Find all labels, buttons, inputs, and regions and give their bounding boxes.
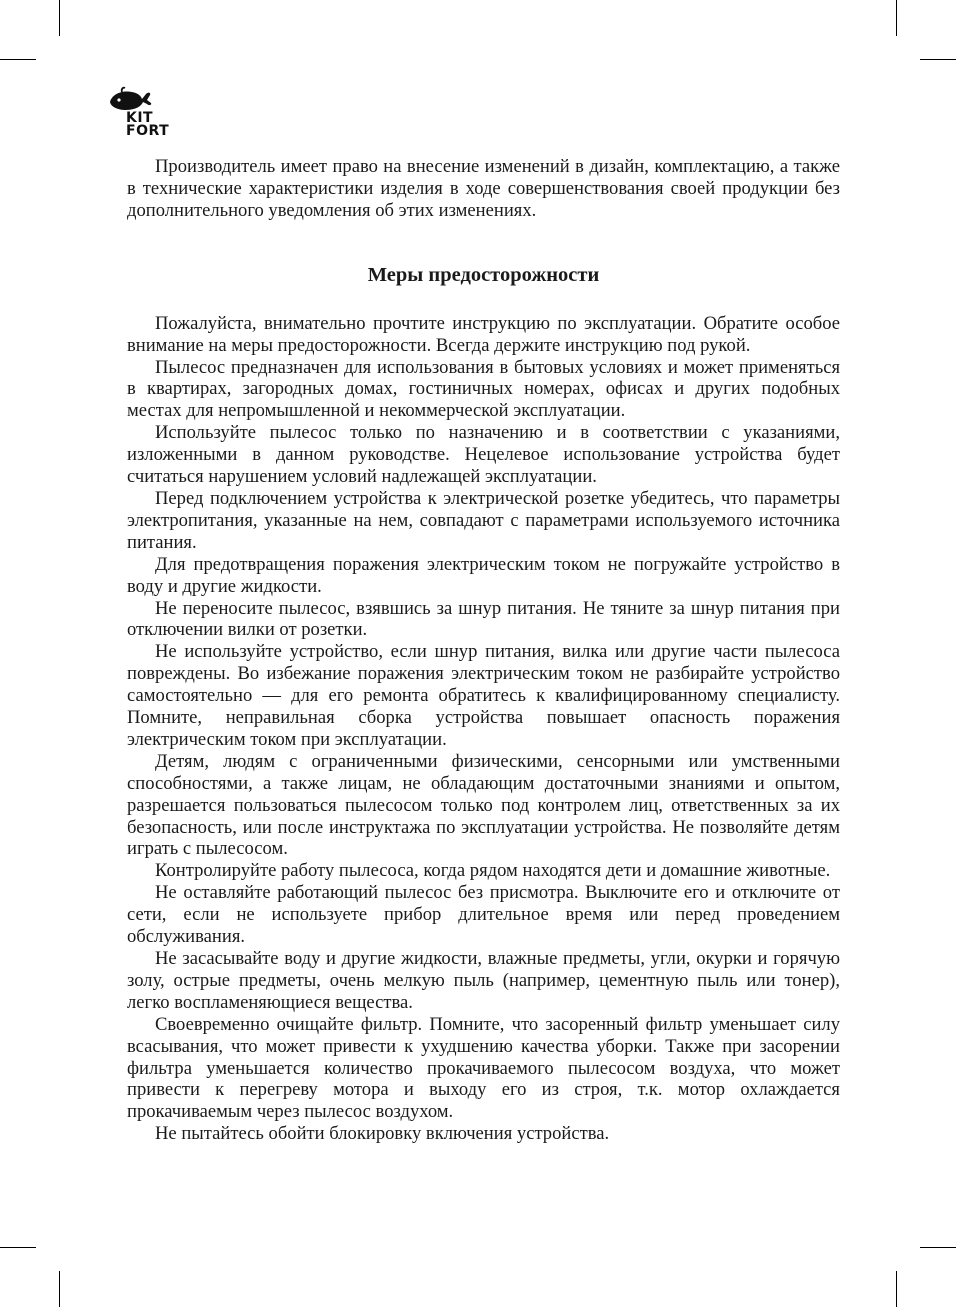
precaution-paragraph: Не засасывайте воду и другие жидкости, влажные предметы, угли, окурки и горячую золу, острые предметы, очень мелкую пыль (например, цементную пыль или тонер), легко воспламеняющиеся вещества. xyxy=(127,948,840,1013)
intro-paragraph: Производитель имеет право на внесение изменений в дизайн, комплектацию, а также в технические характеристики изделия в ходе совершенствования своей продукции без дополнительного уведомления об этих изменениях. xyxy=(127,156,840,221)
precaution-paragraph: Контролируйте работу пылесоса, когда рядом находятся дети и домашние животные. xyxy=(155,860,831,882)
precaution-paragraph: Не используйте устройство, если шнур питания, вилка или другие части пылесоса повреждены. Во избежание поражения электрическим током не разбирайте устройство самостоятельно — для его ремонта обратитесь к квалифицированному специалисту. Помните, неправильная сборка устройства повышает опасность поражения электрическим током при эксплуатации. xyxy=(127,641,840,750)
logo-text-kit: KIT xyxy=(126,110,154,126)
whale-icon xyxy=(108,86,152,112)
crop-mark xyxy=(0,1247,36,1248)
precaution-paragraph: Своевременно очищайте фильтр. Помните, что засоренный фильтр уменьшает силу всасывания, что может привести к ухудшению качества уборки. Также при засорении фильтра уменьшается количество прокачиваемого пылесосом воздуха, что может привести к перегреву мотора и выходу его из строя, т.к. мотор охлаждается прокачиваемым через пылесос воздухом. xyxy=(127,1013,840,1123)
crop-mark xyxy=(0,59,36,60)
precaution-paragraph: Не пытайтесь обойти блокировку включения устройства. xyxy=(155,1123,610,1145)
logo-text-fort: FORT xyxy=(126,123,170,139)
crop-mark xyxy=(920,59,956,60)
crop-mark xyxy=(920,1247,956,1248)
precaution-paragraph: Пылесос предназначен для использования в бытовых условиях и может применяться в квартирах, загородных домах, гостиничных номерах, офисах и других подобных местах для непромышленной и некоммерческой эксплуатации. xyxy=(127,356,840,422)
section-title: Меры предосторожности xyxy=(367,263,600,286)
precaution-paragraph: Перед подключением устройства к электрической розетке убедитесь, что параметры электропитания, указанные на нем, совпадают с параметрами используемого источника питания. xyxy=(127,487,840,553)
crop-mark xyxy=(896,1271,897,1307)
document-body xyxy=(127,156,840,1145)
precaution-paragraph: Для предотвращения поражения электрическим током не погружайте устройство в воду и другие жидкости. xyxy=(127,553,840,597)
precaution-paragraph: Не оставляйте работающий пылесос без присмотра. Выключите его и отключите от сети, если не используете прибор длительное время или перед проведением обслуживания. xyxy=(127,882,840,948)
crop-mark xyxy=(59,0,60,36)
kitfort-logo xyxy=(108,86,178,150)
precaution-paragraph: Не переносите пылесос, взявшись за шнур питания. Не тяните за шнур питания при отключении вилки от розетки. xyxy=(127,597,840,641)
precaution-paragraph: Пожалуйста, внимательно прочтите инструкцию по эксплуатации. Обратите особое внимание на меры предосторожности. Всегда держите инструкцию под рукой. xyxy=(127,312,840,356)
crop-mark xyxy=(59,1271,60,1307)
precaution-paragraph: Детям, людям с ограниченными физическими, сенсорными или умственными способностями, а также лицам, не обладающим достаточными знаниями и опытом, разрешается пользоваться пылесосом только под контролем лиц, ответственных за их безопасность, или после инструктажа по эксплуатации устройства. Не позволяйте детям играть с пылесосом. xyxy=(127,750,840,860)
precaution-paragraph: Используйте пылесос только по назначению и в соответствии с указаниями, изложенными в данном руководстве. Нецелевое использование устройства будет считаться нарушением условий надлежащей эксплуатации. xyxy=(127,422,840,488)
crop-mark xyxy=(896,0,897,36)
